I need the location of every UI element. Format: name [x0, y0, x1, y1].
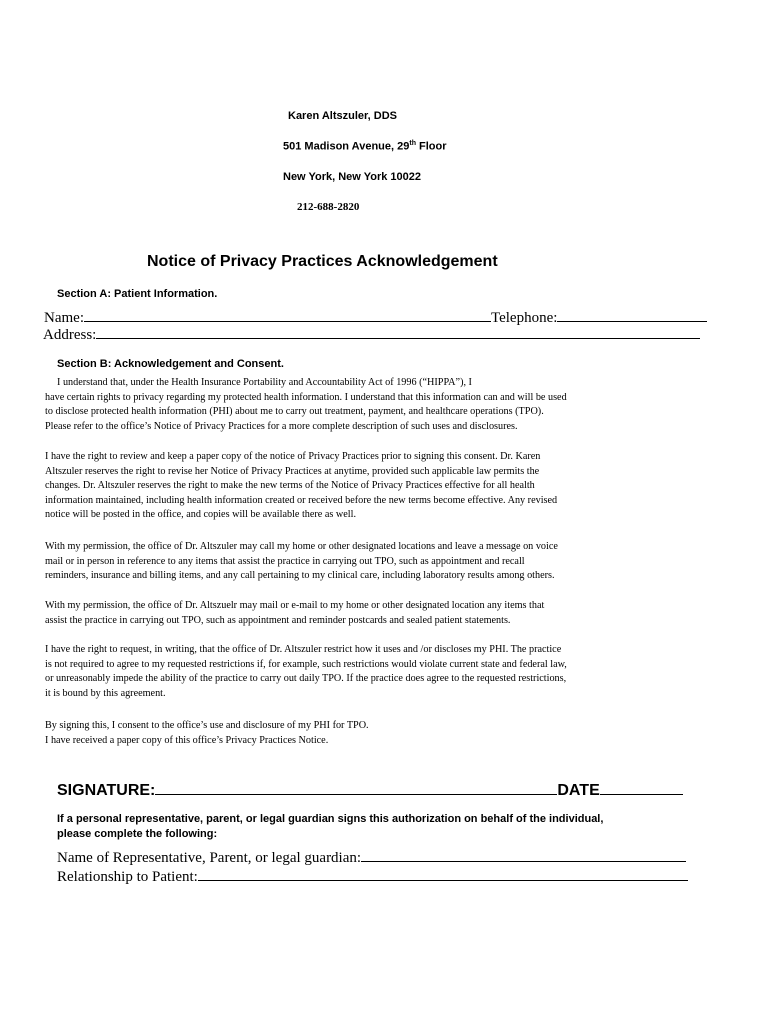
date-field[interactable] — [600, 778, 683, 795]
practice-address-main: 501 Madison Avenue, 29 — [283, 140, 410, 153]
relationship-row — [57, 866, 688, 886]
consent-paragraph-2 — [45, 450, 705, 523]
section-b-heading: Section B: Acknowledgement and Consent. — [57, 358, 284, 370]
telephone-label: Telephone: — [490, 310, 558, 326]
practice-address-floor: Floor — [415, 140, 447, 153]
paragraph-line: changes. Dr. Altszuler reserves the right to make the new terms of the Notice of Privacy Practices effective for all health — [45, 480, 535, 492]
paragraph-line: have certain rights to privacy regarding my protected health information. I understand that this information can and will be used — [45, 391, 567, 403]
consent-paragraph-1 — [45, 376, 705, 434]
paragraph-line: I have the right to review and keep a paper copy of the notice of Privacy Practices prior to signing this consent. Dr. Karen — [45, 451, 541, 462]
address-row — [43, 324, 700, 344]
paragraph-line: information maintained, including health information created or received before the new terms become effective. Any revised — [45, 494, 558, 506]
name-field[interactable] — [84, 307, 491, 322]
relationship-label: Relationship to Patient: — [57, 869, 198, 885]
representative-name-field[interactable] — [361, 847, 686, 862]
paragraph-line: reminders, insurance and billing items, and any call pertaining to my clinical care, including laboratory results among others. — [45, 570, 555, 582]
telephone-field[interactable] — [557, 307, 707, 322]
consent-paragraph-5 — [45, 643, 705, 701]
practice-city: New York, New York 10022 — [283, 171, 421, 183]
paragraph-line: Please refer to the office’s Notice of Privacy Practices for a more complete description of such uses and disclosures. — [45, 420, 518, 432]
practice-address — [283, 140, 447, 153]
practice-address-ordinal: th — [409, 140, 416, 147]
address-field[interactable] — [96, 324, 700, 339]
date-label: DATE — [557, 782, 600, 799]
paragraph-line: I understand that, under the Health Insurance Portability and Accountability Act of 1996 (“HIPPA”), I — [57, 377, 472, 388]
paragraph-line: mail or in person in reference to any items that assist the practice in carrying out TPO, such as appointment and recall — [45, 555, 525, 567]
representative-name-row — [57, 847, 686, 867]
page-title: Notice of Privacy Practices Acknowledgement — [147, 253, 498, 270]
consent-paragraph-3 — [45, 540, 705, 584]
signature-row — [57, 778, 683, 800]
paragraph-line: By signing this, I consent to the office’s use and disclosure of my PHI for TPO. — [45, 720, 369, 731]
signature-field[interactable] — [155, 778, 557, 795]
practice-name: Karen Altszuler, DDS — [288, 110, 398, 122]
paragraph-line: it is bound by this agreement. — [45, 687, 166, 699]
consent-paragraph-6 — [45, 719, 705, 748]
address-label: Address: — [43, 327, 97, 343]
representative-name-label: Name of Representative, Parent, or legal guardian: — [57, 850, 362, 866]
representative-note-line-2: please complete the following: — [57, 828, 218, 840]
paragraph-line: or unreasonably impede the ability of the practice to carry out daily TPO. If the practice does agree to the requested restrictions, — [45, 673, 567, 685]
practice-phone: 212-688-2820 — [297, 201, 360, 213]
section-a-heading: Section A: Patient Information. — [57, 288, 218, 300]
paragraph-line: to disclose protected health information (PHI) about me to carry out treatment, payment, and healthcare operations (TPO). — [45, 406, 544, 418]
signature-label: SIGNATURE: — [57, 782, 156, 799]
paragraph-line: is not required to agree to my requested restrictions if, for example, such restrictions would violate current state and federal law, — [45, 658, 567, 670]
representative-note-line-1: If a personal representative, parent, or legal guardian signs this authorization on behalf of the individual, — [57, 813, 604, 825]
paragraph-line: assist the practice in carrying out TPO, such as appointment and reminder postcards and sealed patient statements. — [45, 614, 511, 626]
paragraph-line: I have the right to request, in writing, that the office of Dr. Altszuler restrict how it uses and /or discloses my PHI. The practice — [45, 644, 562, 655]
consent-paragraph-4 — [45, 599, 705, 628]
paragraph-line: With my permission, the office of Dr. Altszuelr may mail or e-mail to my home or other designated location any items that — [45, 600, 545, 611]
paragraph-line: Altszuler reserves the right to revise her Notice of Privacy Practices at anytime, provided such applicable law permits the — [45, 465, 540, 477]
relationship-field[interactable] — [198, 866, 688, 881]
paragraph-line: I have received a paper copy of this office’s Privacy Practices Notice. — [45, 734, 329, 746]
paragraph-line: notice will be posted in the office, and copies will be available there as well. — [45, 509, 356, 521]
name-label: Name: — [44, 310, 84, 326]
paragraph-line: With my permission, the office of Dr. Altszuler may call my home or other designated locations and leave a message on voice — [45, 541, 558, 552]
